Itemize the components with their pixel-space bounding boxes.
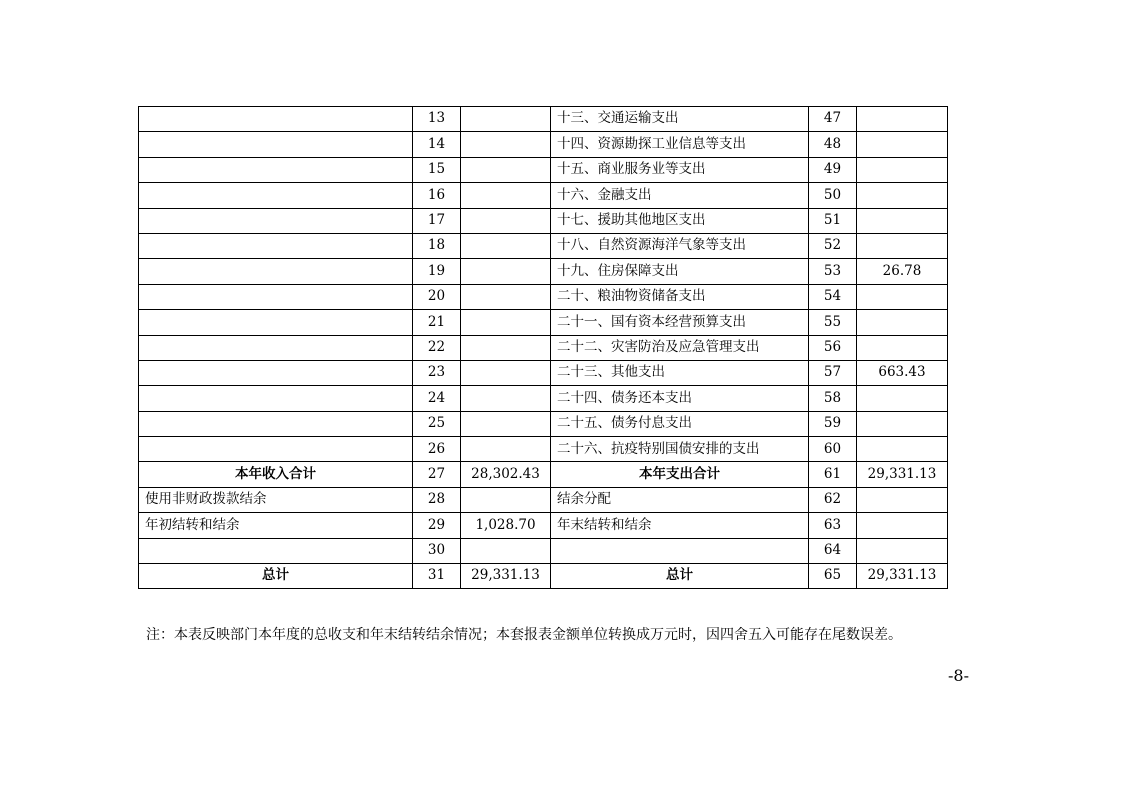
income-line-number-cell: 17: [413, 208, 461, 233]
expenditure-item-cell: 十五、商业服务业等支出: [551, 157, 809, 182]
income-item-cell: 使用非财政拨款结余: [139, 487, 413, 512]
expenditure-amount-cell: 26.78: [857, 259, 948, 284]
expenditure-item-cell: 二十二、灾害防治及应急管理支出: [551, 335, 809, 360]
expenditure-amount-cell: [857, 183, 948, 208]
income-item-cell: [139, 157, 413, 182]
income-amount-cell: [461, 487, 551, 512]
page-number: -8-: [948, 666, 969, 685]
expenditure-item-cell: 十八、自然资源海洋气象等支出: [551, 233, 809, 258]
expenditure-item-cell: 结余分配: [551, 487, 809, 512]
expenditure-amount-cell: [857, 233, 948, 258]
expenditure-item-cell: 二十四、债务还本支出: [551, 386, 809, 411]
income-item-cell: [139, 107, 413, 132]
expenditure-item-cell: 十九、住房保障支出: [551, 259, 809, 284]
table-row: [139, 107, 948, 132]
table-row: [139, 335, 948, 360]
income-amount-cell: 29,331.13: [461, 564, 551, 589]
income-line-number-cell: 28: [413, 487, 461, 512]
income-line-number-cell: 23: [413, 360, 461, 385]
expenditure-amount-cell: [857, 107, 948, 132]
expenditure-item-cell: 二十、粮油物资储备支出: [551, 284, 809, 309]
expenditure-amount-cell: [857, 335, 948, 360]
expenditure-item-cell: 十三、交通运输支出: [551, 107, 809, 132]
expenditure-line-number-cell: 58: [809, 386, 857, 411]
expenditure-amount-cell: [857, 157, 948, 182]
expenditure-line-number-cell: 63: [809, 513, 857, 538]
expenditure-item-cell: 年末结转和结余: [551, 513, 809, 538]
expenditure-line-number-cell: 50: [809, 183, 857, 208]
table-row: [139, 208, 948, 233]
income-item-cell: [139, 386, 413, 411]
income-item-cell: 总计: [139, 564, 413, 589]
expenditure-amount-cell: [857, 487, 948, 512]
table-row: [139, 513, 948, 538]
expenditure-item-cell: 十四、资源勘探工业信息等支出: [551, 132, 809, 157]
income-line-number-cell: 20: [413, 284, 461, 309]
expenditure-item-cell: 二十六、抗疫特别国债安排的支出: [551, 437, 809, 462]
income-amount-cell: [461, 183, 551, 208]
expenditure-line-number-cell: 59: [809, 411, 857, 436]
expenditure-item-cell: 十七、援助其他地区支出: [551, 208, 809, 233]
income-amount-cell: [461, 107, 551, 132]
expenditure-amount-cell: [857, 132, 948, 157]
income-amount-cell: [461, 233, 551, 258]
table-row: [139, 132, 948, 157]
expenditure-line-number-cell: 51: [809, 208, 857, 233]
budget-table-container: [138, 106, 947, 589]
income-amount-cell: [461, 208, 551, 233]
income-item-cell: 本年收入合计: [139, 462, 413, 487]
expenditure-line-number-cell: 47: [809, 107, 857, 132]
expenditure-line-number-cell: 60: [809, 437, 857, 462]
income-item-cell: [139, 259, 413, 284]
income-item-cell: [139, 411, 413, 436]
income-amount-cell: [461, 259, 551, 284]
income-line-number-cell: 25: [413, 411, 461, 436]
table-row: [139, 157, 948, 182]
income-line-number-cell: 16: [413, 183, 461, 208]
income-item-cell: [139, 335, 413, 360]
expenditure-line-number-cell: 62: [809, 487, 857, 512]
table-row: [139, 437, 948, 462]
table-row: [139, 487, 948, 512]
income-item-cell: [139, 284, 413, 309]
income-amount-cell: [461, 360, 551, 385]
expenditure-line-number-cell: 49: [809, 157, 857, 182]
income-line-number-cell: 30: [413, 538, 461, 563]
expenditure-line-number-cell: 65: [809, 564, 857, 589]
expenditure-line-number-cell: 55: [809, 310, 857, 335]
expenditure-line-number-cell: 48: [809, 132, 857, 157]
table-row: [139, 183, 948, 208]
income-item-cell: 年初结转和结余: [139, 513, 413, 538]
income-amount-cell: 28,302.43: [461, 462, 551, 487]
expenditure-line-number-cell: 57: [809, 360, 857, 385]
income-item-cell: [139, 437, 413, 462]
income-item-cell: [139, 233, 413, 258]
income-line-number-cell: 15: [413, 157, 461, 182]
expenditure-item-cell: 二十五、债务付息支出: [551, 411, 809, 436]
income-item-cell: [139, 360, 413, 385]
income-line-number-cell: 19: [413, 259, 461, 284]
expenditure-item-cell: 十六、金融支出: [551, 183, 809, 208]
expenditure-amount-cell: [857, 437, 948, 462]
expenditure-item-cell: 二十三、其他支出: [551, 360, 809, 385]
expenditure-amount-cell: [857, 411, 948, 436]
income-item-cell: [139, 208, 413, 233]
expenditure-line-number-cell: 56: [809, 335, 857, 360]
table-row: [139, 284, 948, 309]
table-row: [139, 538, 948, 563]
footnote: 注：本表反映部门本年度的总收支和年末结转结余情况；本套报表金额单位转换成万元时，因四舍五入可能存在尾数误差。: [146, 627, 902, 643]
income-amount-cell: [461, 538, 551, 563]
table-row: [139, 360, 948, 385]
income-expenditure-table: [138, 106, 948, 589]
income-item-cell: [139, 538, 413, 563]
income-line-number-cell: 24: [413, 386, 461, 411]
income-item-cell: [139, 310, 413, 335]
expenditure-line-number-cell: 52: [809, 233, 857, 258]
income-amount-cell: [461, 411, 551, 436]
income-line-number-cell: 18: [413, 233, 461, 258]
table-row: [139, 564, 948, 589]
table-row: [139, 310, 948, 335]
expenditure-amount-cell: [857, 513, 948, 538]
expenditure-amount-cell: [857, 208, 948, 233]
income-amount-cell: [461, 335, 551, 360]
income-item-cell: [139, 132, 413, 157]
expenditure-amount-cell: [857, 538, 948, 563]
income-amount-cell: 1,028.70: [461, 513, 551, 538]
table-body: [139, 107, 948, 589]
income-amount-cell: [461, 157, 551, 182]
expenditure-line-number-cell: 53: [809, 259, 857, 284]
expenditure-amount-cell: [857, 284, 948, 309]
expenditure-amount-cell: [857, 386, 948, 411]
expenditure-item-cell: 二十一、国有资本经营预算支出: [551, 310, 809, 335]
expenditure-item-cell: 总计: [551, 564, 809, 589]
income-line-number-cell: 27: [413, 462, 461, 487]
expenditure-item-cell: 本年支出合计: [551, 462, 809, 487]
income-line-number-cell: 22: [413, 335, 461, 360]
income-item-cell: [139, 183, 413, 208]
income-amount-cell: [461, 310, 551, 335]
income-amount-cell: [461, 132, 551, 157]
table-row: [139, 259, 948, 284]
table-row: [139, 386, 948, 411]
income-line-number-cell: 14: [413, 132, 461, 157]
income-line-number-cell: 21: [413, 310, 461, 335]
expenditure-amount-cell: 663.43: [857, 360, 948, 385]
table-row: [139, 411, 948, 436]
expenditure-line-number-cell: 61: [809, 462, 857, 487]
table-row: [139, 233, 948, 258]
expenditure-line-number-cell: 64: [809, 538, 857, 563]
income-amount-cell: [461, 386, 551, 411]
expenditure-amount-cell: 29,331.13: [857, 564, 948, 589]
expenditure-line-number-cell: 54: [809, 284, 857, 309]
income-line-number-cell: 29: [413, 513, 461, 538]
expenditure-amount-cell: 29,331.13: [857, 462, 948, 487]
income-line-number-cell: 13: [413, 107, 461, 132]
income-amount-cell: [461, 284, 551, 309]
expenditure-item-cell: [551, 538, 809, 563]
expenditure-amount-cell: [857, 310, 948, 335]
income-amount-cell: [461, 437, 551, 462]
income-line-number-cell: 26: [413, 437, 461, 462]
table-row: [139, 462, 948, 487]
income-line-number-cell: 31: [413, 564, 461, 589]
